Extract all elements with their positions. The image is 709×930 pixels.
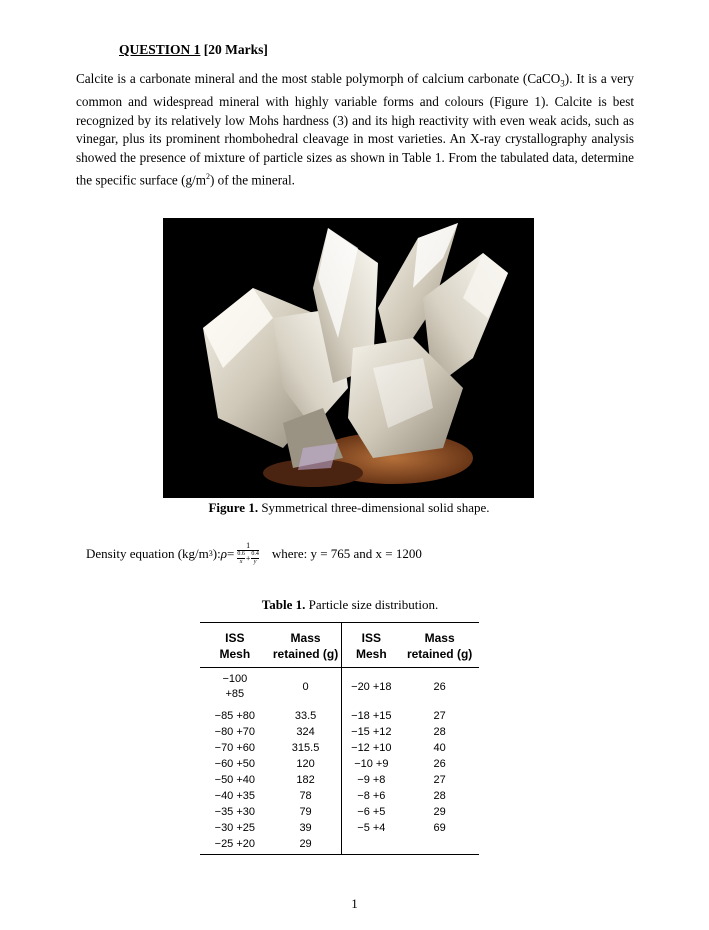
mass-cell: 324 <box>296 726 315 738</box>
mesh-cell: −60 +50 <box>214 758 256 770</box>
mass-cell: 315.5 <box>291 742 320 754</box>
calcite-crystal-photo <box>163 218 534 498</box>
mass-cell: 26 <box>433 681 446 693</box>
fraction-plus: + <box>245 554 251 563</box>
mesh-cell: −40 +35 <box>214 790 256 802</box>
mass-cell: 182 <box>296 774 315 786</box>
mass-cell: 29 <box>270 836 342 855</box>
table-row <box>200 756 479 772</box>
table-caption <box>200 597 500 613</box>
mass-cell: 28 <box>433 726 446 738</box>
table-row <box>200 804 479 820</box>
mass-cell: 120 <box>296 758 315 770</box>
table-label: Table 1. <box>261 597 306 612</box>
mesh-cell: −70 +60 <box>214 742 256 754</box>
density-where-clause: where: y = 765 and x = 1200 <box>271 545 422 561</box>
term-x <box>237 551 245 566</box>
particle-size-table <box>200 622 479 855</box>
calcite-crystal-illustration <box>163 218 534 498</box>
mass-cell: 27 <box>433 774 446 786</box>
mesh-cell: −6 +5 <box>342 804 400 820</box>
mesh-cell: −20 +18 <box>342 668 400 703</box>
paragraph-superscript: 2 <box>205 171 210 181</box>
table-row <box>200 668 479 703</box>
mesh-cell: −8 +6 <box>342 788 400 804</box>
mesh-cell: −25 +20 <box>200 836 270 855</box>
mass-cell: 69 <box>433 822 446 834</box>
page-number: 1 <box>351 896 358 911</box>
paragraph-subscript: 3 <box>560 78 565 89</box>
density-equals: = <box>226 545 235 561</box>
mass-cell: 26 <box>433 758 446 770</box>
mass-cell: 28 <box>433 790 446 802</box>
paragraph-text-2: ). It is a very common and widespread mineral with highly variable forms and colours (Figure 1). Calcite is best recognized by its relatively low Mohs hardness (3) and its high reactivity with even weak acids, such as vinegar, plus its prominent rhombohedral cleavage in most varieties. An X-ray crystallography analysis showed the presence of mixture of particle sizes as shown in Table 1. From the tabulated data, determine the specific surface (g/m <box>76 71 635 187</box>
table-row <box>200 702 479 724</box>
density-fraction <box>237 541 259 566</box>
question-label: QUESTION 1 <box>119 42 201 57</box>
question-paragraph <box>76 70 634 190</box>
mesh-cell <box>342 836 400 855</box>
table-row <box>200 836 479 855</box>
mesh-cell: −5 +4 <box>342 820 400 836</box>
density-prefix-end: ): <box>212 545 221 561</box>
mass-cell <box>400 836 479 855</box>
figure-label: Figure 1. <box>208 500 259 515</box>
mass-cell: 27 <box>433 710 446 722</box>
table-row <box>200 772 479 788</box>
term-y-denominator: y <box>253 559 257 565</box>
mass-cell: 79 <box>299 806 312 818</box>
mass-cell: 40 <box>433 742 446 754</box>
term-y <box>251 551 259 566</box>
density-prefix: Density equation (kg/m <box>86 545 209 561</box>
mass-cell: 78 <box>299 790 312 802</box>
mesh-cell: −85 +80 <box>214 710 256 722</box>
mesh-cell: −9 +8 <box>342 772 400 788</box>
mesh-cell: −50 +40 <box>214 774 256 786</box>
table-header-row <box>200 623 479 668</box>
density-equation <box>86 541 422 566</box>
mass-cell: 39 <box>299 822 312 834</box>
header-iss-mesh-1: ISS Mesh <box>200 623 270 668</box>
paragraph-text-1: Calcite is a carbonate mineral and the most stable polymorph of calcium carbonate (CaCO <box>76 71 561 86</box>
table-row <box>200 724 479 740</box>
fraction-numerator: 1 <box>246 541 251 550</box>
mesh-cell: −30 +25 <box>214 822 256 834</box>
mass-cell: 0 <box>302 681 309 693</box>
header-iss-mesh-2: ISS Mesh <box>342 623 400 668</box>
mesh-cell: −10 +9 <box>342 756 400 772</box>
mesh-cell: −100 +85 <box>222 673 248 700</box>
fraction-denominator <box>237 550 259 566</box>
mass-cell: 33.5 <box>294 710 317 722</box>
term-x-denominator: x <box>239 559 243 565</box>
header-mass-retained-1: Mass retained (g) <box>270 623 342 668</box>
density-superscript: 3 <box>208 549 213 558</box>
mesh-cell: −15 +12 <box>342 724 400 740</box>
term-y-numerator: 0.4 <box>251 551 259 557</box>
figure-caption <box>120 500 578 516</box>
mesh-cell: −35 +30 <box>214 806 256 818</box>
header-mass-retained-2: Mass retained (g) <box>400 623 479 668</box>
question-marks: [20 Marks] <box>203 42 268 57</box>
table-row <box>200 740 479 756</box>
figure-caption-text: Symmetrical three-dimensional solid shape. <box>261 500 490 515</box>
paragraph-text-3: ) of the mineral. <box>209 172 295 187</box>
mesh-cell: −80 +70 <box>214 726 256 738</box>
term-x-numerator: 0.6 <box>237 551 245 557</box>
mass-cell: 29 <box>433 806 446 818</box>
density-rho-symbol: ρ <box>220 545 227 561</box>
table-row <box>200 788 479 804</box>
table-row <box>200 820 479 836</box>
mesh-cell: −18 +15 <box>342 702 400 724</box>
table-caption-text: Particle size distribution. <box>308 597 439 612</box>
question-heading <box>119 42 268 58</box>
mesh-cell: −12 +10 <box>342 740 400 756</box>
